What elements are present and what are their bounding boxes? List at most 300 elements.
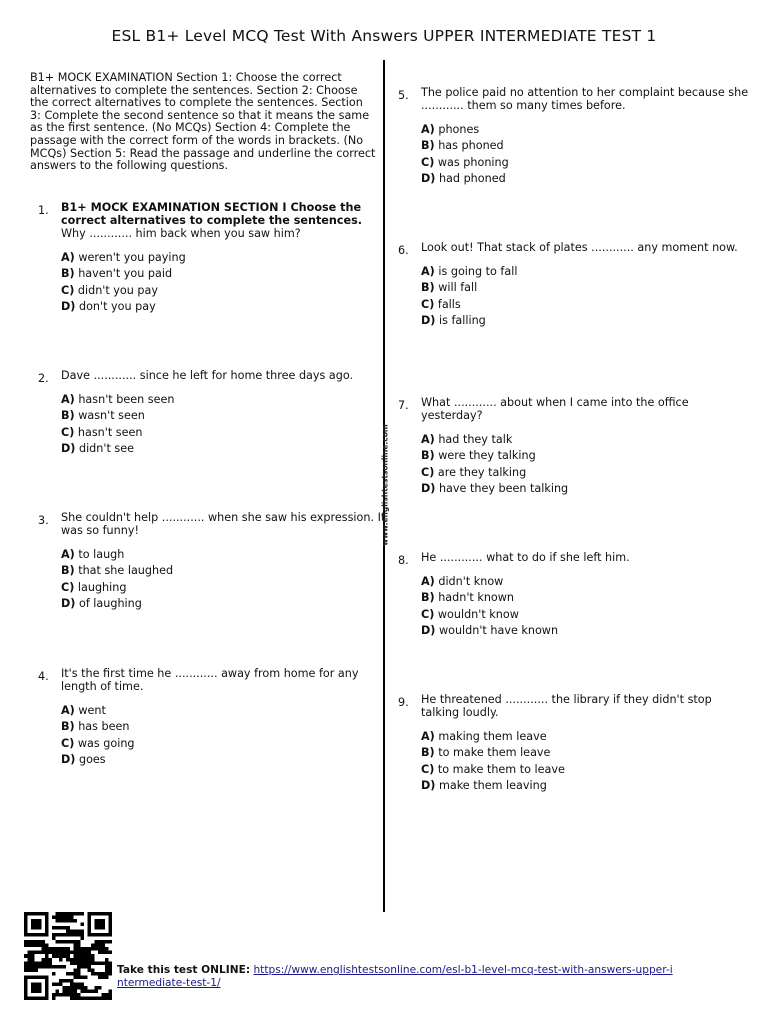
qr-module (87, 951, 91, 955)
qr-module (28, 912, 32, 916)
qr-module (52, 937, 56, 941)
qr-module (63, 965, 67, 969)
qr-module (38, 926, 42, 930)
qr-module (98, 940, 102, 944)
qr-module (42, 944, 46, 948)
qr-module (59, 982, 63, 986)
qr-module (56, 933, 60, 937)
qr-module (70, 986, 74, 990)
answer-option-d[interactable] (421, 314, 751, 330)
option-letter: C) (421, 762, 435, 776)
qr-module (108, 926, 112, 930)
qr-module (80, 965, 84, 969)
qr-module (24, 930, 28, 934)
qr-module (87, 996, 91, 1000)
question-8 (398, 551, 751, 641)
answer-options (61, 704, 391, 770)
qr-module (66, 947, 70, 951)
qr-module (45, 961, 49, 965)
question-2 (38, 369, 391, 459)
qr-module (94, 919, 98, 923)
answer-option-d[interactable] (61, 442, 391, 458)
qr-module (91, 947, 95, 951)
qr-module (31, 986, 35, 990)
qr-module (87, 916, 91, 920)
option-text: were they talking (438, 449, 536, 463)
qr-module (77, 986, 81, 990)
option-text: will fall (438, 281, 478, 295)
footer-label: Take this test ONLINE: (117, 964, 251, 976)
qr-module (24, 919, 28, 923)
answer-option-c[interactable] (61, 737, 391, 753)
option-text: is going to fall (438, 265, 518, 278)
qr-module (108, 951, 112, 955)
qr-module (70, 979, 74, 983)
qr-module (35, 912, 39, 916)
qr-module (87, 933, 91, 937)
qr-module (87, 926, 91, 930)
qr-module (52, 954, 56, 958)
option-letter: C) (421, 607, 435, 621)
qr-module (45, 916, 49, 920)
qr-module (108, 916, 112, 920)
qr-module (59, 916, 63, 920)
answer-option-d[interactable] (421, 482, 751, 498)
qr-module (66, 989, 70, 993)
qr-module (59, 958, 63, 962)
qr-module (45, 996, 49, 1000)
qr-module (73, 951, 77, 955)
qr-module (49, 951, 53, 955)
qr-module (94, 986, 98, 990)
option-letter: A) (421, 433, 435, 446)
qr-module (56, 982, 60, 986)
qr-module (45, 919, 49, 923)
qr-module (31, 933, 35, 937)
qr-module (94, 947, 98, 951)
option-text: laughing (77, 580, 127, 594)
qr-module (108, 940, 112, 944)
qr-module (45, 923, 49, 927)
qr-module (87, 965, 91, 969)
qr-module (87, 954, 91, 958)
question-number: 4. (38, 670, 49, 683)
option-letter: D) (421, 482, 436, 496)
qr-module (105, 972, 109, 976)
option-text: wouldn't know (437, 607, 519, 621)
qr-module (98, 951, 102, 955)
qr-module (28, 944, 32, 948)
option-letter: D) (421, 314, 436, 328)
qr-module (66, 951, 70, 955)
test-online-link[interactable]: https://www.englishtestsonline.com/esl-b1-level-mcq-test-with-answers-upper-intermediate-test-1/ (117, 964, 673, 989)
qr-module (108, 930, 112, 934)
answer-option-c[interactable] (61, 284, 391, 300)
qr-module (28, 961, 32, 965)
qr-module (38, 923, 42, 927)
qr-module (98, 933, 102, 937)
question-number: 5. (398, 89, 409, 102)
qr-module (70, 982, 74, 986)
answer-options (61, 548, 391, 614)
option-letter: B) (61, 564, 75, 578)
answer-option-b[interactable] (421, 591, 751, 607)
option-letter: B) (421, 281, 435, 295)
question-number: 3. (38, 514, 49, 527)
option-letter: B) (421, 139, 435, 153)
answer-option-d[interactable] (421, 624, 751, 640)
qr-module (28, 975, 32, 979)
qr-module (31, 989, 35, 993)
qr-module (77, 993, 81, 997)
qr-module (94, 972, 98, 976)
qr-module (70, 972, 74, 976)
qr-module (70, 930, 74, 934)
qr-module (56, 940, 60, 944)
option-text: have they been talking (438, 482, 569, 496)
qr-module (66, 930, 70, 934)
answer-option-b[interactable] (421, 281, 751, 297)
qr-module (70, 940, 74, 944)
qr-module (45, 993, 49, 997)
qr-module (42, 940, 46, 944)
qr-module (80, 958, 84, 962)
qr-module (63, 912, 67, 916)
qr-module (73, 968, 77, 972)
qr-module (42, 912, 46, 916)
option-text: making them leave (438, 730, 547, 743)
answer-option-a[interactable] (421, 730, 751, 746)
qr-module (101, 975, 105, 979)
answer-options (61, 393, 391, 459)
answer-option-b[interactable] (421, 746, 751, 762)
qr-module (49, 961, 53, 965)
option-text: hasn't been seen (78, 393, 175, 406)
answer-option-c[interactable] (61, 581, 391, 597)
option-text: of laughing (78, 597, 142, 611)
qr-module (45, 951, 49, 955)
qr-module (84, 996, 88, 1000)
option-text: falls (437, 297, 461, 311)
option-letter: A) (61, 704, 75, 717)
option-letter: D) (421, 624, 436, 638)
question-5 (398, 86, 751, 189)
option-text: has been (78, 720, 130, 734)
qr-module (66, 986, 70, 990)
answer-option-b[interactable] (61, 409, 391, 425)
qr-module (80, 975, 84, 979)
qr-module (91, 972, 95, 976)
answer-option-b[interactable] (421, 139, 751, 155)
qr-module (105, 940, 109, 944)
qr-module (77, 982, 81, 986)
qr-module (59, 940, 63, 944)
answer-option-c[interactable] (61, 426, 391, 442)
qr-module (87, 961, 91, 965)
qr-module (38, 965, 42, 969)
answer-option-a[interactable] (421, 575, 751, 591)
qr-module (28, 996, 32, 1000)
answer-option-a[interactable] (61, 251, 391, 267)
answer-option-d[interactable] (61, 597, 391, 613)
qr-module (66, 919, 70, 923)
qr-module (80, 937, 84, 941)
qr-module (105, 951, 109, 955)
qr-module (80, 982, 84, 986)
answer-option-b[interactable] (61, 720, 391, 736)
qr-module (80, 954, 84, 958)
answer-option-b[interactable] (61, 564, 391, 580)
qr-module (105, 968, 109, 972)
answer-option-a[interactable] (61, 704, 391, 720)
qr-module (101, 933, 105, 937)
qr-module (59, 919, 63, 923)
qr-module (45, 912, 49, 916)
answer-option-c[interactable] (421, 466, 751, 482)
qr-module (101, 951, 105, 955)
qr-module (84, 961, 88, 965)
qr-module (31, 975, 35, 979)
qr-module (35, 926, 39, 930)
qr-module (94, 940, 98, 944)
answer-option-c[interactable] (421, 156, 751, 172)
question-number: 8. (398, 554, 409, 567)
qr-module (87, 912, 91, 916)
qr-module (108, 993, 112, 997)
qr-module (35, 919, 39, 923)
qr-module (73, 944, 77, 948)
qr-module (52, 996, 56, 1000)
question-stem: Look out! That stack of plates ............ any moment now. (421, 241, 738, 254)
option-text: went (78, 704, 106, 717)
question-stem: He threatened ............ the library if they didn't stop talking loudly. (421, 693, 712, 719)
qr-module (28, 968, 32, 972)
qr-module (59, 926, 63, 930)
qr-module (94, 989, 98, 993)
option-text: was phoning (437, 155, 509, 169)
option-text: make them leaving (438, 779, 547, 793)
qr-module (38, 975, 42, 979)
answer-option-d[interactable] (421, 172, 751, 188)
option-text: are they talking (437, 465, 527, 479)
option-text: wouldn't have known (438, 624, 559, 638)
qr-module (66, 940, 70, 944)
option-letter: A) (61, 393, 75, 406)
qr-module (98, 986, 102, 990)
qr-module (108, 933, 112, 937)
qr-module (52, 933, 56, 937)
qr-module (77, 975, 81, 979)
answer-option-d[interactable] (421, 779, 751, 795)
answer-option-b[interactable] (421, 449, 751, 465)
qr-module (63, 947, 67, 951)
qr-module (45, 958, 49, 962)
qr-module (87, 919, 91, 923)
question-stem: Why ............ him back when you saw him? (61, 227, 301, 240)
question-number: 2. (38, 372, 49, 385)
option-letter: A) (421, 730, 435, 743)
qr-module (42, 958, 46, 962)
answer-option-a[interactable] (421, 433, 751, 449)
qr-module (91, 989, 95, 993)
qr-module (98, 961, 102, 965)
qr-module (77, 972, 81, 976)
qr-module (63, 926, 67, 930)
qr-module (45, 944, 49, 948)
qr-module (105, 933, 109, 937)
option-letter: B) (421, 591, 435, 605)
qr-module (24, 916, 28, 920)
qr-module (59, 965, 63, 969)
question-9 (398, 693, 751, 796)
qr-module (105, 965, 109, 969)
qr-module (101, 912, 105, 916)
qr-module (66, 926, 70, 930)
answer-option-a[interactable] (421, 265, 751, 281)
qr-module (108, 923, 112, 927)
answer-option-a[interactable] (61, 393, 391, 409)
qr-module (63, 979, 67, 983)
qr-module (77, 958, 81, 962)
qr-module (101, 996, 105, 1000)
option-letter: C) (421, 297, 435, 311)
qr-module (73, 996, 77, 1000)
qr-module (59, 947, 63, 951)
qr-module (70, 933, 74, 937)
side-url-text: www.englishtestsonline.com (380, 424, 390, 546)
qr-module (84, 989, 88, 993)
qr-module (52, 951, 56, 955)
option-letter: B) (61, 409, 75, 423)
option-text: didn't know (438, 575, 504, 588)
qr-module (24, 996, 28, 1000)
qr-module (66, 912, 70, 916)
qr-module (56, 954, 60, 958)
qr-module (73, 993, 77, 997)
answer-option-b[interactable] (61, 267, 391, 283)
qr-module (63, 940, 67, 944)
question-stem: Dave ............ since he left for home three days ago. (61, 369, 354, 382)
qr-module (31, 923, 35, 927)
question-number: 9. (398, 696, 409, 709)
qr-module (98, 975, 102, 979)
qr-module (73, 912, 77, 916)
qr-module (45, 989, 49, 993)
answer-option-d[interactable] (61, 300, 391, 316)
qr-module (56, 919, 60, 923)
qr-module (52, 916, 56, 920)
option-letter: B) (421, 449, 435, 463)
qr-module (52, 947, 56, 951)
qr-module (87, 968, 91, 972)
qr-module (42, 965, 46, 969)
qr-module (24, 975, 28, 979)
qr-module (56, 993, 60, 997)
answer-option-a[interactable] (421, 123, 751, 139)
answer-option-c[interactable] (421, 608, 751, 624)
option-text: phones (438, 123, 480, 136)
qr-module (101, 940, 105, 944)
qr-module (66, 933, 70, 937)
qr-module (24, 933, 28, 937)
qr-module (24, 979, 28, 983)
option-text: weren't you paying (78, 251, 186, 264)
qr-module (45, 965, 49, 969)
qr-module (66, 979, 70, 983)
qr-module (45, 986, 49, 990)
qr-module (73, 975, 77, 979)
option-letter: A) (421, 265, 435, 278)
qr-module (38, 951, 42, 955)
qr-module (70, 961, 74, 965)
answer-option-c[interactable] (421, 763, 751, 779)
qr-module (77, 951, 81, 955)
answer-option-a[interactable] (61, 548, 391, 564)
option-letter: A) (421, 575, 435, 588)
qr-module (52, 993, 56, 997)
qr-module (66, 972, 70, 976)
qr-module (52, 926, 56, 930)
qr-module (49, 958, 53, 962)
qr-module (31, 982, 35, 986)
qr-module (28, 940, 32, 944)
qr-module (66, 954, 70, 958)
qr-module (52, 972, 56, 976)
question-6 (398, 241, 751, 331)
qr-module (24, 923, 28, 927)
qr-module (77, 968, 81, 972)
qr-module (28, 954, 32, 958)
qr-module (98, 972, 102, 976)
qr-module (42, 975, 46, 979)
qr-module (35, 923, 39, 927)
qr-module (98, 947, 102, 951)
option-letter: C) (421, 155, 435, 169)
qr-module (108, 972, 112, 976)
qr-module (42, 961, 46, 965)
qr-module (63, 916, 67, 920)
qr-module (45, 982, 49, 986)
qr-module (31, 926, 35, 930)
option-letter: B) (61, 267, 75, 281)
option-letter: D) (421, 779, 436, 793)
option-text: to make them to leave (437, 762, 565, 776)
qr-module (31, 954, 35, 958)
qr-module (70, 958, 74, 962)
option-text: haven't you paid (78, 267, 173, 281)
section-heading: B1+ MOCK EXAMINATION SECTION I Choose the correct alternatives to complete the sentences. (61, 201, 362, 227)
option-text: wasn't seen (78, 409, 145, 423)
qr-module (45, 979, 49, 983)
question-7 (398, 396, 751, 499)
qr-module (63, 954, 67, 958)
qr-module (56, 965, 60, 969)
answer-option-c[interactable] (421, 298, 751, 314)
qr-module (24, 982, 28, 986)
answer-options (421, 265, 751, 331)
answer-option-d[interactable] (61, 753, 391, 769)
option-letter: C) (61, 425, 75, 439)
qr-code-icon[interactable] (24, 912, 112, 1000)
qr-module (38, 961, 42, 965)
qr-module (77, 930, 81, 934)
qr-module (87, 923, 91, 927)
qr-module (42, 996, 46, 1000)
qr-module (84, 986, 88, 990)
qr-module (91, 968, 95, 972)
qr-module (91, 944, 95, 948)
qr-module (24, 912, 28, 916)
